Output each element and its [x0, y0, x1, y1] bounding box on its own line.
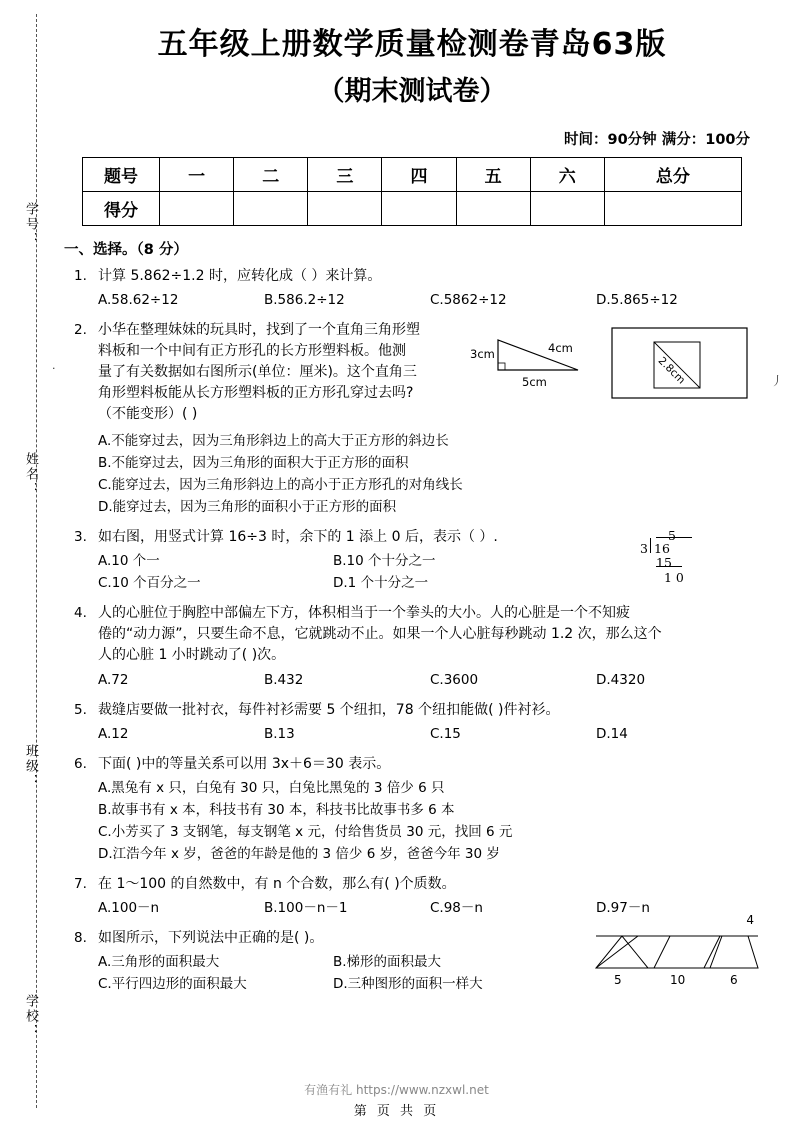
question-number: 3. — [74, 529, 87, 545]
option-d[interactable]: D.5.865÷12 — [596, 292, 678, 308]
question-text: 计算 5.862÷1.2 时，应转化成（ ）来计算。 — [98, 268, 382, 284]
option-a[interactable]: A.72 — [98, 672, 129, 688]
side-label-student-id: 学号： — [23, 202, 38, 247]
score-cell-2[interactable] — [234, 192, 308, 226]
question-number: 1. — [74, 268, 87, 284]
figure-label-10: 10 — [670, 973, 686, 987]
figure-quotient: 5 — [668, 528, 676, 543]
option-c[interactable]: C.小芳买了 3 支钢笔，每支钢笔 x 元，付给售货员 30 元，找回 6 元 — [98, 824, 513, 840]
option-a[interactable]: A.58.62÷12 — [98, 292, 179, 308]
question-number: 7. — [74, 876, 87, 892]
document-content — [62, 22, 762, 995]
option-d[interactable]: D.三种图形的面积一样大 — [333, 976, 483, 992]
stray-mark-right: 丿 — [770, 374, 783, 388]
question-options-2 — [98, 974, 568, 995]
question-number: 6. — [74, 756, 87, 772]
figure-step1: 15 — [656, 555, 672, 570]
figure-label-6: 6 — [730, 973, 738, 987]
question-3-figure — [634, 525, 724, 597]
option-a[interactable]: A.100－n — [98, 900, 160, 916]
option-d[interactable]: D.能穿过去，因为三角形的面积小于正方形的面积 — [98, 499, 397, 515]
question-text-block — [98, 320, 498, 425]
question-options — [98, 778, 762, 865]
question-line-4: 角形塑料板能从长方形塑料板的正方形孔穿过去吗? — [98, 385, 414, 401]
option-d[interactable]: D.4320 — [596, 672, 646, 688]
question-line-3: 人的心脏 1 小时跳动了( )次。 — [98, 647, 286, 663]
score-cell-4[interactable] — [382, 192, 456, 226]
question-text: 下面( )中的等量关系可以用 3x＋6＝30 表示。 — [98, 756, 391, 772]
option-b[interactable]: B.586.2÷12 — [264, 292, 345, 308]
option-c[interactable]: C.15 — [430, 726, 461, 742]
question-number: 5. — [74, 702, 87, 718]
question-text: 裁缝店要做一批衬衣，每件衬衫需要 5 个纽扣，78 个纽扣能做( )件衬衫。 — [98, 702, 560, 718]
option-c[interactable]: C.平行四边形的面积最大 — [98, 976, 247, 992]
option-b[interactable]: B.100－n－1 — [264, 900, 348, 916]
figure-label-2-8cm: 2.8cm — [655, 354, 688, 387]
page-title: 五年级上册数学质量检测卷青岛63版 — [157, 27, 667, 62]
question-line-3: 量了有关数据如右图所示(单位：厘米)。这个直角三 — [98, 364, 417, 380]
score-cell-5[interactable] — [456, 192, 530, 226]
question-2 — [62, 320, 762, 518]
option-d[interactable]: D.97－n — [596, 900, 650, 916]
score-cell-3[interactable] — [308, 192, 382, 226]
score-table — [82, 157, 742, 226]
page-subtitle: （期末测试卷） — [317, 76, 507, 107]
question-text-block — [98, 603, 762, 666]
question-options — [98, 290, 762, 311]
question-2-figure — [462, 322, 762, 400]
score-header-label: 题号 — [83, 158, 160, 192]
figure-divisor: 3 — [640, 541, 648, 556]
side-label-name: 姓名： — [23, 452, 38, 497]
question-options — [98, 952, 568, 973]
option-c[interactable]: C.10 个百分之一 — [98, 575, 201, 591]
score-header-3: 三 — [308, 158, 382, 192]
option-c[interactable]: C.98－n — [430, 900, 483, 916]
option-c[interactable]: C.能穿过去，因为三角形斜边上的高小于正方形孔的对角线长 — [98, 477, 463, 493]
table-row — [83, 192, 742, 226]
option-a[interactable]: A.三角形的面积最大 — [98, 954, 220, 970]
question-6 — [62, 754, 762, 865]
question-5 — [62, 700, 762, 745]
score-header-2: 二 — [234, 158, 308, 192]
question-options — [98, 431, 762, 518]
option-a[interactable]: A.12 — [98, 726, 129, 742]
question-7 — [62, 874, 762, 919]
figure-label-5: 5 — [614, 973, 622, 987]
question-line-2: 料板和一个中间有正方形孔的长方形塑料板。他测 — [98, 343, 406, 359]
score-header-6: 六 — [530, 158, 604, 192]
question-text: 在 1～100 的自然数中，有 n 个合数，那么有( )个质数。 — [98, 876, 456, 892]
figure-dividend: 16 — [654, 541, 670, 556]
option-d[interactable]: D.14 — [596, 726, 628, 742]
question-options — [98, 898, 762, 919]
side-label-class: 班级： — [23, 744, 38, 789]
question-line-2: 倦的“动力源”，只要生命不息，它就跳动不止。如果一个人心脏每秒跳动 1.2 次，那么这个 — [98, 626, 662, 642]
figure-remainder: 1 0 — [664, 570, 684, 585]
exam-time-info: 时间：90分钟 满分：100分 — [564, 132, 750, 148]
score-header-4: 四 — [382, 158, 456, 192]
side-label-school: 学校： — [23, 994, 38, 1039]
question-options — [98, 670, 762, 691]
score-cell-total[interactable] — [604, 192, 741, 226]
question-line-5: （不能变形）( ) — [98, 406, 198, 422]
figure-label-5cm: 5cm — [522, 375, 547, 389]
question-options — [98, 724, 762, 745]
option-c[interactable]: C.5862÷12 — [430, 292, 507, 308]
question-3 — [62, 527, 762, 594]
option-b[interactable]: B.不能穿过去，因为三角形的面积大于正方形的面积 — [98, 455, 409, 471]
option-b[interactable]: B.10 个十分之一 — [333, 553, 436, 569]
question-line-1: 小华在整理妹妹的玩具时，找到了一个直角三角形塑 — [98, 322, 420, 338]
option-b[interactable]: B.故事书有 x 本，科技书有 30 本，科技书比故事书多 6 本 — [98, 802, 455, 818]
question-1 — [62, 266, 762, 311]
question-text: 如右图，用竖式计算 16÷3 时，余下的 1 添上 0 后，表示（ ）. — [98, 529, 498, 545]
score-cell-6[interactable] — [530, 192, 604, 226]
option-a[interactable]: A.不能穿过去，因为三角形斜边上的高大于正方形的斜边长 — [98, 433, 449, 449]
question-text: 如图所示，下列说法中正确的是( )。 — [98, 930, 324, 946]
figure-label-3cm: 3cm — [470, 347, 495, 361]
footer-watermark: 有渔有礼 https://www.nzxwl.net — [304, 1083, 489, 1097]
question-number: 2. — [74, 322, 87, 338]
question-line-1: 人的心脏位于胸腔中部偏左下方，体积相当于一个拳头的大小。人的心脏是一个不知疲 — [98, 605, 630, 621]
option-c[interactable]: C.3600 — [430, 672, 479, 688]
option-a[interactable]: A.黑兔有 x 只，白兔有 30 只，白兔比黑兔的 3 倍少 6 只 — [98, 780, 445, 796]
footer-page-number: 第 页 共 页 — [353, 1104, 440, 1119]
side-label-group — [18, 14, 40, 1108]
question-number: 4. — [74, 605, 87, 621]
question-8-figure — [592, 913, 762, 987]
stray-mark: · — [52, 362, 56, 375]
score-header-1: 一 — [160, 158, 234, 192]
score-row-label: 得分 — [83, 192, 160, 226]
question-4 — [62, 603, 762, 691]
figure-label-top: 4 — [746, 913, 754, 927]
question-options — [98, 551, 568, 572]
option-d[interactable]: D.江浩今年 x 岁，爸爸的年龄是他的 3 倍少 6 岁，爸爸今年 30 岁 — [98, 846, 500, 862]
section-title-choice: 一、选择。（8 分） — [64, 242, 188, 258]
option-a[interactable]: A.10 个一 — [98, 553, 160, 569]
score-header-total: 总分 — [604, 158, 741, 192]
option-b[interactable]: B.梯形的面积最大 — [333, 954, 442, 970]
score-cell-1[interactable] — [160, 192, 234, 226]
table-row — [83, 158, 742, 192]
option-d[interactable]: D.1 个十分之一 — [333, 575, 429, 591]
option-b[interactable]: B.432 — [264, 672, 304, 688]
question-8 — [62, 913, 762, 995]
question-number: 8. — [74, 930, 87, 946]
question-options-2 — [98, 573, 568, 594]
option-b[interactable]: B.13 — [264, 726, 295, 742]
score-header-5: 五 — [456, 158, 530, 192]
figure-label-4cm: 4cm — [548, 341, 573, 355]
